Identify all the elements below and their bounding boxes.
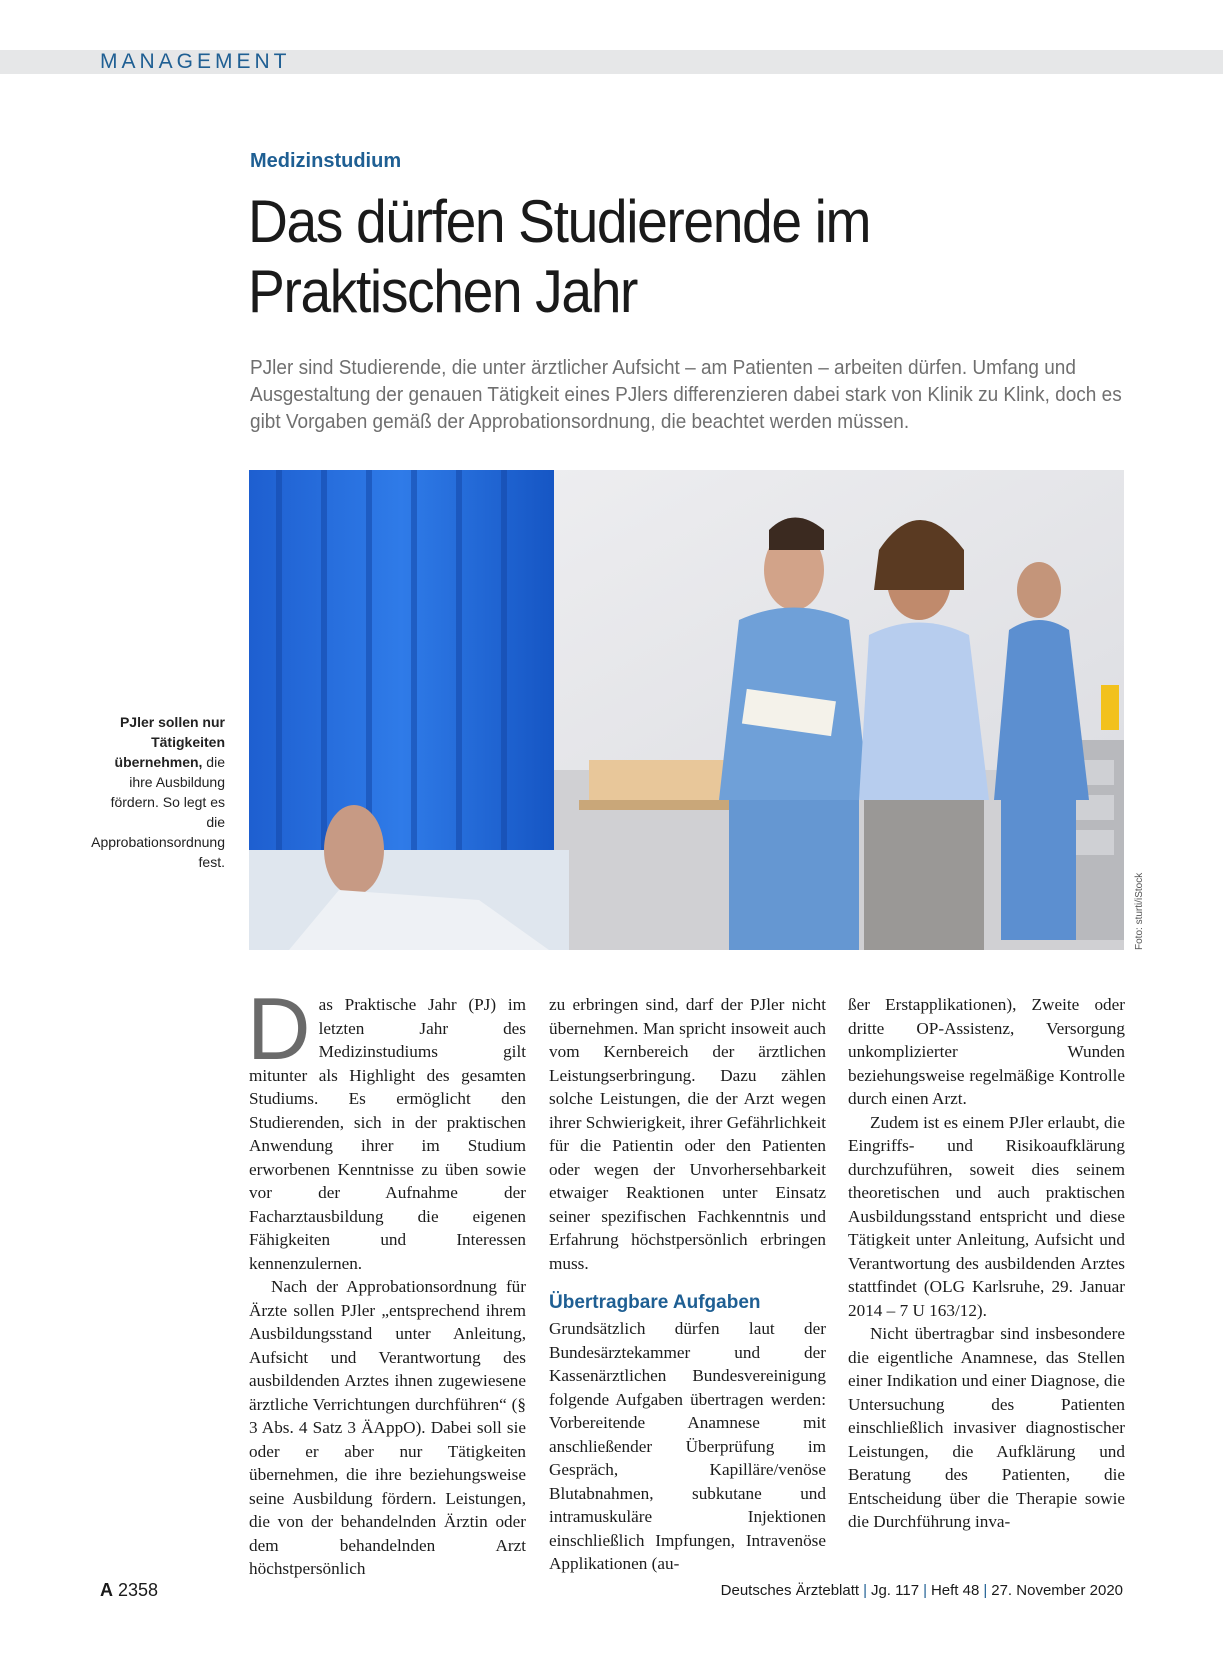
paragraph: Zudem ist es einem PJler erlaubt, die Eingriffs- und Risikoaufklärung durchzuführen, soweit dies seinem theoretischen und auch praktischen Ausbildungsstand entspricht und diese Tätigkeit unter Anleitung, Aufsicht und Verantwortung des ausbildenden Arztes stattfindet (OLG Karlsruhe, 29. Januar 2014 – 7 U 163/12).	[848, 1112, 1125, 1320]
section-label: MANAGEMENT	[100, 50, 291, 73]
article-photo	[249, 470, 1124, 950]
article-title: Das dürfen Studierende im Praktischen Jahr	[248, 188, 871, 325]
paragraph: Grundsätzlich dürfen laut der Bundesärztekammer und der Kassenärztlichen Bundesvereinigung folgende Aufgaben übertragen werden: Vorbereitende Anamnese mit anschließender Überprüfung im Gespräch, Kapilläre/venöse Blutabnahmen, subkutane und intramuskuläre Injektionen einschließlich Impfungen, Intravenöse Applikationen (au-	[549, 1319, 826, 1573]
photo-caption-text: die ihre Ausbildung fördern. So legt es die Approbationsordnung fest.	[91, 754, 225, 870]
article-kicker: Medizinstudium	[250, 150, 402, 172]
journal-name: Deutsches Ärzteblatt	[720, 1582, 860, 1599]
journal-issue: Heft 48	[930, 1582, 980, 1599]
paragraph	[247, 979, 526, 1275]
photo-caption	[90, 712, 225, 872]
text-column-3	[848, 993, 1125, 1534]
photo-credit: Foto: sturti/iStock	[1134, 872, 1145, 950]
journal-footer: Deutsches Ärzteblatt | Jg. 117 | Heft 48 | 27. November 2020	[720, 1582, 1123, 1599]
paragraph: ßer Erstapplikationen), Zweite oder dritte OP-Assistenz, Versorgung unkomplizierter Wunden beziehungsweise regelmäßige Kontrolle durch einen Arzt.	[848, 995, 1125, 1108]
article-lead: PJler sind Studierende, die unter ärztlicher Aufsicht – am Patienten – arbeiten dürfen. Umfang und Ausgestaltung der genauen Tätigkeit eines PJlers differenzieren dabei stark von Klinik zu Klink, doch es gibt Vorgaben gemäß der Approbationsordnung, die beachtet werden müssen.	[250, 357, 1122, 433]
journal-date: 27. November 2020	[991, 1582, 1123, 1599]
paragraph: Nicht übertragbar sind insbesondere die eigentliche Anamnese, das Stellen einer Indikation und einer Diagnose, die Untersuchung des Patienten einschließlich invasiver diagnostischer Leistungen, die Aufklärung und Beratung des Patienten, die Entscheidung über die Therapie sowie die Durchführung inva-	[848, 1324, 1125, 1531]
journal-volume: Jg. 117	[870, 1582, 920, 1599]
text-column-2	[549, 993, 826, 1576]
subheading: Übertragbare Aufgaben	[549, 1292, 761, 1313]
page-prefix: A	[100, 1580, 113, 1600]
page-number	[100, 1580, 158, 1601]
page-number-value: 2358	[118, 1580, 159, 1600]
paragraph: Nach der Approbationsordnung für Ärzte sollen PJler „entsprechend ihrem Ausbildungsstand unter Anleitung, Aufsicht und Verantwortung des ausbildenden Arztes ihnen zugewiesene ärztliche Verrichtungen durchführen“ (§ 3 Abs. 4 Satz 3 ÄAppO). Dabei soll sie oder er aber nur Tätigkeiten übernehmen, die ihre beziehungsweise seine Ausbildung fördern. Leistungen, die von der behandelnden Ärztin oder dem behandelnden Arzt höchstpersönlich	[249, 1277, 526, 1578]
paragraph: zu erbringen sind, darf der PJler nicht übernehmen. Man spricht insoweit auch vom Kernbereich der ärztlichen Leistungserbringung. Dazu zählen solche Leistungen, die der Arzt wegen ihrer Schwierigkeit, ihrer Gefährlichkeit für die Patientin oder den Patienten oder wegen der Unvorhersehbarkeit etwaiger Reaktionen unter Einsatz seiner spezifischen Fachkenntnis und Erfahrung höchstpersönlich erbringen muss.	[549, 995, 826, 1273]
paragraph-text: as Praktische Jahr (PJ) im letzten Jahr des Medizinstudiums gilt mitunter als Highlight des gesamten Studiums. Es ermöglicht den Studierenden, sich in der praktischen Anwendung ihrer im Studium erworbenen Kenntnisse zu üben sowie vor der Aufnahme der Facharztausbildung die eigenen Fähigkeiten und Interessen kennenzulernen.	[249, 995, 526, 1273]
text-column-1	[247, 979, 526, 1581]
hospital-scene-illustration	[249, 470, 1124, 950]
photo-caption-bold: PJler sollen nur Tätigkeiten übernehmen,	[114, 714, 225, 770]
dropcap: D	[247, 979, 311, 1078]
